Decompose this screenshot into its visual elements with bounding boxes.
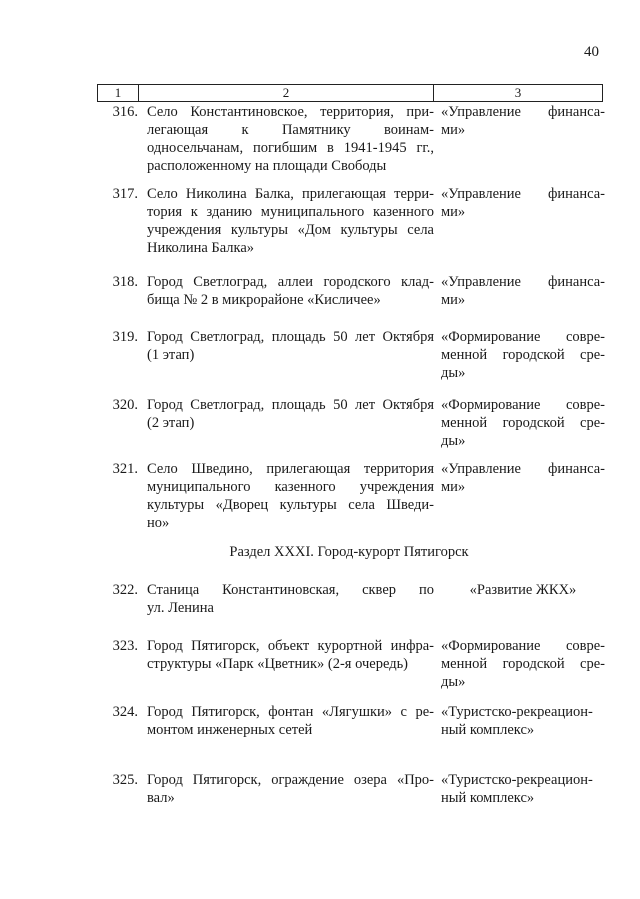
program-line: ми» bbox=[441, 479, 466, 495]
description-line: муниципального казенного учреждения bbox=[147, 479, 434, 495]
description-line: вал» bbox=[147, 790, 175, 806]
object-description bbox=[147, 581, 434, 617]
section-title: Раздел XXXI. Город-курорт Пятигорск bbox=[229, 544, 469, 560]
program-line: «Туристско-рекреацион- bbox=[441, 704, 593, 720]
row-number: 323. bbox=[112, 638, 138, 654]
description-line: Село Константиновское, территория, при- bbox=[147, 104, 434, 120]
description-line: бища № 2 в микрорайоне «Кисличее» bbox=[147, 292, 381, 308]
description-line: (2 этап) bbox=[147, 415, 195, 431]
row-number: 322. bbox=[112, 582, 138, 598]
program-line: ный комплекс» bbox=[441, 790, 535, 806]
program-line: ды» bbox=[441, 433, 466, 449]
description-line: тория к зданию муниципального казенного bbox=[147, 204, 434, 220]
object-description bbox=[147, 460, 434, 532]
program-line: «Управление финанса- bbox=[441, 186, 605, 202]
program-line: менной городской сре- bbox=[441, 415, 605, 431]
program-line: ный комплекс» bbox=[441, 722, 535, 738]
object-description bbox=[147, 328, 434, 364]
program-line: ды» bbox=[441, 365, 466, 381]
row-number: 317. bbox=[112, 186, 138, 202]
row-number: 316. bbox=[112, 104, 138, 120]
program-line: «Управление финанса- bbox=[441, 274, 605, 290]
description-line: культуры «Дворец культуры села Шведи- bbox=[147, 497, 434, 513]
program-line: «Управление финанса- bbox=[441, 104, 605, 120]
program-line: ми» bbox=[441, 292, 466, 308]
program-line: менной городской сре- bbox=[441, 347, 605, 363]
description-line: Город Пятигорск, фонтан «Лягушки» с ре- bbox=[147, 704, 434, 720]
table-header-col-2: 2 bbox=[139, 85, 434, 101]
description-line: Город Светлоград, площадь 50 лет Октября bbox=[147, 397, 434, 413]
program-line: «Формирование совре- bbox=[441, 329, 605, 345]
program-name bbox=[441, 273, 605, 309]
program-name bbox=[441, 103, 605, 139]
description-line: Село Шведино, прилегающая территория bbox=[147, 461, 434, 477]
program-name bbox=[441, 460, 605, 496]
object-description bbox=[147, 396, 434, 432]
object-description bbox=[147, 185, 434, 257]
description-line: монтом инженерных сетей bbox=[147, 722, 313, 738]
program-name bbox=[441, 581, 605, 599]
program-line: «Формирование совре- bbox=[441, 638, 605, 654]
description-line: односельчанам, погибшим в 1941-1945 гг., bbox=[147, 140, 434, 156]
program-name bbox=[441, 396, 605, 450]
row-number: 325. bbox=[112, 772, 138, 788]
program-name bbox=[441, 185, 605, 221]
program-line: ми» bbox=[441, 122, 466, 138]
description-line: Село Николина Балка, прилегающая терри- bbox=[147, 186, 434, 202]
object-description bbox=[147, 273, 434, 309]
table-header bbox=[97, 84, 603, 102]
row-number: 318. bbox=[112, 274, 138, 290]
description-line: структуры «Парк «Цветник» (2-я очередь) bbox=[147, 656, 409, 672]
description-line: Город Пятигорск, ограждение озера «Про- bbox=[147, 772, 434, 788]
description-line: Город Светлоград, аллеи городского клад- bbox=[147, 274, 434, 290]
program-line: менной городской сре- bbox=[441, 656, 605, 672]
description-line: ул. Ленина bbox=[147, 600, 214, 616]
description-line: Город Светлоград, площадь 50 лет Октября bbox=[147, 329, 434, 345]
description-line: (1 этап) bbox=[147, 347, 195, 363]
description-line: но» bbox=[147, 515, 170, 531]
object-description bbox=[147, 103, 434, 175]
program-name bbox=[441, 771, 605, 807]
program-line: «Формирование совре- bbox=[441, 397, 605, 413]
program-line: «Развитие ЖКХ» bbox=[469, 582, 577, 598]
program-line: «Туристско-рекреацион- bbox=[441, 772, 593, 788]
row-number: 321. bbox=[112, 461, 138, 477]
description-line: Николина Балка» bbox=[147, 240, 255, 256]
object-description bbox=[147, 771, 434, 807]
description-line: Станица Константиновская, сквер по bbox=[147, 582, 434, 598]
program-name bbox=[441, 703, 605, 739]
table-header-col-3: 3 bbox=[514, 85, 522, 100]
description-line: Город Пятигорск, объект курортной инфра- bbox=[147, 638, 434, 654]
program-line: ми» bbox=[441, 204, 466, 220]
page-number: 40 bbox=[584, 44, 599, 60]
description-line: легающая к Памятнику воинам- bbox=[147, 122, 434, 138]
program-name bbox=[441, 637, 605, 691]
object-description bbox=[147, 637, 434, 673]
description-line: учреждения культуры «Дом культуры села bbox=[147, 222, 434, 238]
program-name bbox=[441, 328, 605, 382]
table-header-col-1: 1 bbox=[98, 85, 139, 101]
program-line: «Управление финанса- bbox=[441, 461, 605, 477]
description-line: расположенному на площади Свободы bbox=[147, 158, 387, 174]
object-description bbox=[147, 703, 434, 739]
row-number: 324. bbox=[112, 704, 138, 720]
row-number: 319. bbox=[112, 329, 138, 345]
program-line: ды» bbox=[441, 674, 466, 690]
row-number: 320. bbox=[112, 397, 138, 413]
